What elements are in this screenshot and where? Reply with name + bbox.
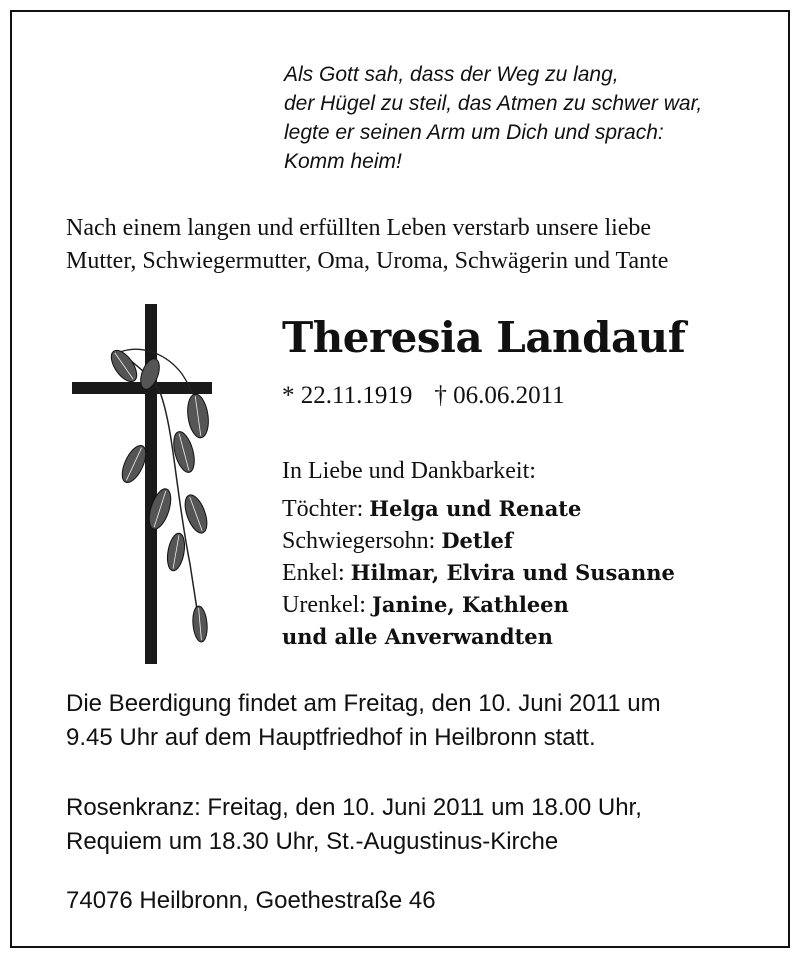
mourner-label: Töchter: bbox=[282, 496, 364, 522]
mourner-names: Detlef bbox=[441, 528, 513, 553]
mourner-names: Helga und Renate bbox=[369, 496, 582, 521]
mourner-names: und alle Anverwandten bbox=[282, 624, 553, 649]
mourner-row bbox=[282, 525, 675, 557]
obituary-notice bbox=[10, 10, 790, 948]
mourner-label: Urenkel: bbox=[282, 592, 366, 618]
rosary-info bbox=[66, 791, 642, 859]
mourner-names: Hilmar, Elvira und Susanne bbox=[350, 560, 675, 585]
rosary-line: Requiem um 18.30 Uhr, St.-Augustinus-Kirche bbox=[66, 828, 559, 855]
mourner-row bbox=[282, 621, 675, 653]
death-date: † 06.06.2011 bbox=[434, 382, 565, 409]
funeral-line: 9.45 Uhr auf dem Hauptfriedhof in Heilbronn statt. bbox=[66, 724, 596, 751]
address: 74076 Heilbronn, Goethestraße 46 bbox=[66, 887, 436, 914]
intro-line: Nach einem langen und erfüllten Leben verstarb unsere liebe bbox=[66, 215, 652, 241]
funeral-info bbox=[66, 687, 661, 755]
intro-text bbox=[66, 212, 668, 278]
thanks-line: In Liebe und Dankbarkeit: bbox=[282, 458, 536, 484]
mourner-names: Janine, Kathleen bbox=[371, 592, 569, 617]
poem bbox=[284, 60, 702, 176]
deceased-name: Theresia Landauf bbox=[282, 313, 686, 362]
mourner-row bbox=[282, 493, 675, 525]
life-dates bbox=[282, 382, 565, 410]
mourners-list bbox=[282, 455, 675, 653]
poem-line: Komm heim! bbox=[284, 150, 402, 173]
cross-with-leaves-icon bbox=[72, 304, 242, 674]
mourner-row bbox=[282, 589, 675, 621]
funeral-line: Die Beerdigung findet am Freitag, den 10. Juni 2011 um bbox=[66, 690, 661, 717]
rosary-line: Rosenkranz: Freitag, den 10. Juni 2011 um 18.00 Uhr, bbox=[66, 794, 642, 821]
intro-line: Mutter, Schwiegermutter, Oma, Uroma, Schwägerin und Tante bbox=[66, 248, 669, 274]
mourner-row bbox=[282, 557, 675, 589]
mourner-label: Enkel: bbox=[282, 560, 345, 586]
mourner-label: Schwiegersohn: bbox=[282, 528, 436, 554]
poem-line: der Hügel zu steil, das Atmen zu schwer war, bbox=[284, 92, 703, 115]
poem-line: Als Gott sah, dass der Weg zu lang, bbox=[284, 63, 619, 86]
birth-date: * 22.11.1919 bbox=[282, 382, 413, 409]
poem-line: legte er seinen Arm um Dich und sprach: bbox=[284, 121, 664, 144]
